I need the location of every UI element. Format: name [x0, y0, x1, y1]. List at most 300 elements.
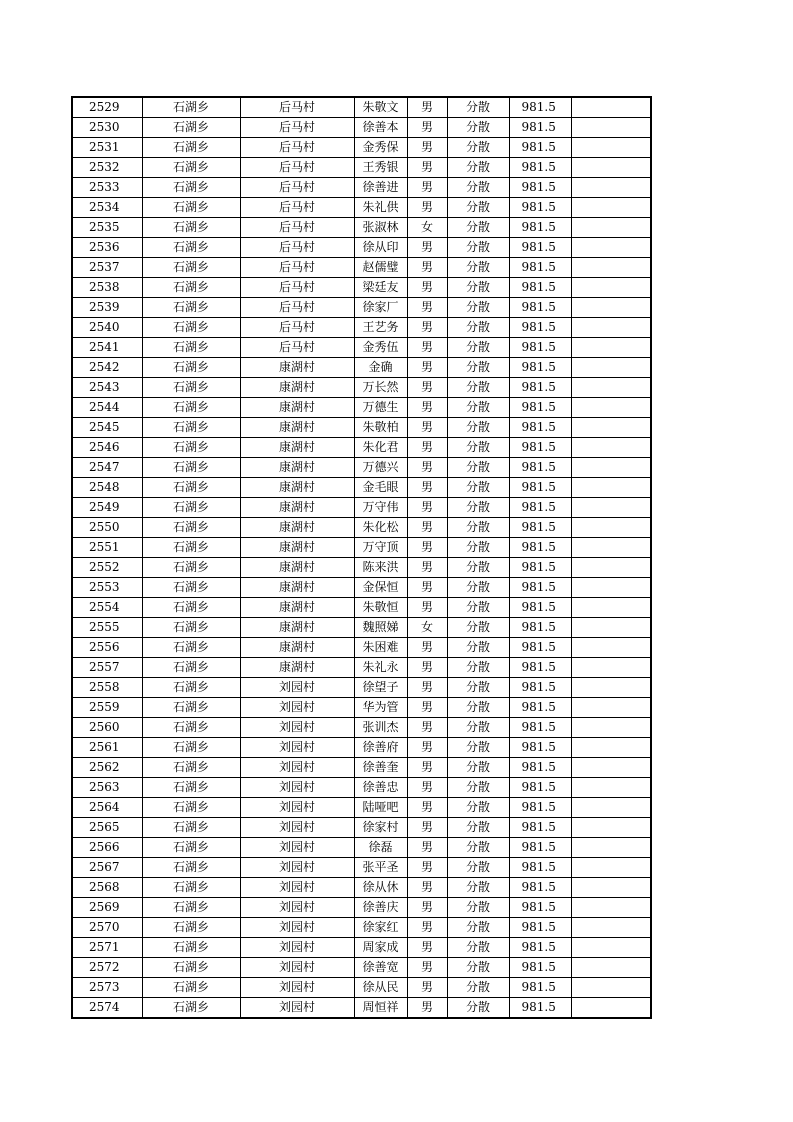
cell-type: 分散: [447, 278, 509, 298]
cell-village: 刘园村: [240, 818, 354, 838]
cell-amount: 981.5: [509, 918, 571, 938]
table-row: [72, 238, 651, 258]
cell-village: 后马村: [240, 278, 354, 298]
cell-extra: [571, 978, 651, 998]
cell-amount: 981.5: [509, 178, 571, 198]
cell-name: 徐磊: [354, 838, 407, 858]
cell-id: 2565: [72, 818, 142, 838]
cell-name: 梁廷友: [354, 278, 407, 298]
cell-type: 分散: [447, 198, 509, 218]
table-row: [72, 698, 651, 718]
cell-amount: 981.5: [509, 398, 571, 418]
cell-gender: 男: [407, 798, 447, 818]
cell-type: 分散: [447, 958, 509, 978]
cell-name: 金毛眼: [354, 478, 407, 498]
cell-gender: 男: [407, 638, 447, 658]
table-row: [72, 898, 651, 918]
cell-type: 分散: [447, 438, 509, 458]
cell-extra: [571, 778, 651, 798]
cell-village: 后马村: [240, 138, 354, 158]
cell-type: 分散: [447, 358, 509, 378]
cell-amount: 981.5: [509, 798, 571, 818]
cell-extra: [571, 378, 651, 398]
cell-gender: 男: [407, 378, 447, 398]
cell-amount: 981.5: [509, 518, 571, 538]
cell-village: 后马村: [240, 198, 354, 218]
cell-township: 石湖乡: [142, 97, 240, 118]
cell-id: 2560: [72, 718, 142, 738]
cell-gender: 男: [407, 738, 447, 758]
cell-gender: 男: [407, 998, 447, 1019]
cell-name: 朱困难: [354, 638, 407, 658]
cell-extra: [571, 698, 651, 718]
cell-name: 张训杰: [354, 718, 407, 738]
cell-village: 康湖村: [240, 638, 354, 658]
cell-amount: 981.5: [509, 298, 571, 318]
table-row: [72, 938, 651, 958]
cell-type: 分散: [447, 318, 509, 338]
cell-type: 分散: [447, 938, 509, 958]
cell-gender: 男: [407, 778, 447, 798]
cell-name: 朱礼永: [354, 658, 407, 678]
cell-gender: 男: [407, 338, 447, 358]
cell-extra: [571, 538, 651, 558]
cell-village: 康湖村: [240, 538, 354, 558]
cell-extra: [571, 518, 651, 538]
cell-gender: 男: [407, 438, 447, 458]
cell-name: 徐从印: [354, 238, 407, 258]
cell-township: 石湖乡: [142, 738, 240, 758]
table-row: [72, 678, 651, 698]
cell-gender: 男: [407, 498, 447, 518]
cell-village: 后马村: [240, 338, 354, 358]
cell-type: 分散: [447, 238, 509, 258]
cell-id: 2548: [72, 478, 142, 498]
cell-id: 2562: [72, 758, 142, 778]
cell-township: 石湖乡: [142, 978, 240, 998]
cell-type: 分散: [447, 378, 509, 398]
cell-name: 徐善忠: [354, 778, 407, 798]
cell-name: 万德兴: [354, 458, 407, 478]
cell-id: 2556: [72, 638, 142, 658]
cell-type: 分散: [447, 458, 509, 478]
cell-village: 刘园村: [240, 898, 354, 918]
cell-village: 后马村: [240, 158, 354, 178]
cell-type: 分散: [447, 798, 509, 818]
cell-id: 2574: [72, 998, 142, 1019]
cell-township: 石湖乡: [142, 818, 240, 838]
cell-id: 2547: [72, 458, 142, 478]
cell-village: 康湖村: [240, 378, 354, 398]
table-row: [72, 838, 651, 858]
cell-village: 康湖村: [240, 658, 354, 678]
table-row: [72, 258, 651, 278]
cell-name: 徐从休: [354, 878, 407, 898]
cell-extra: [571, 238, 651, 258]
cell-type: 分散: [447, 118, 509, 138]
cell-extra: [571, 158, 651, 178]
cell-type: 分散: [447, 978, 509, 998]
cell-township: 石湖乡: [142, 498, 240, 518]
cell-gender: 男: [407, 198, 447, 218]
cell-extra: [571, 738, 651, 758]
cell-village: 刘园村: [240, 798, 354, 818]
cell-township: 石湖乡: [142, 178, 240, 198]
cell-gender: 男: [407, 718, 447, 738]
cell-amount: 981.5: [509, 878, 571, 898]
cell-extra: [571, 638, 651, 658]
cell-id: 2557: [72, 658, 142, 678]
cell-type: 分散: [447, 678, 509, 698]
cell-township: 石湖乡: [142, 298, 240, 318]
cell-extra: [571, 458, 651, 478]
cell-gender: 男: [407, 958, 447, 978]
cell-id: 2530: [72, 118, 142, 138]
cell-extra: [571, 718, 651, 738]
cell-amount: 981.5: [509, 278, 571, 298]
cell-village: 康湖村: [240, 418, 354, 438]
cell-extra: [571, 578, 651, 598]
cell-id: 2571: [72, 938, 142, 958]
cell-id: 2542: [72, 358, 142, 378]
cell-township: 石湖乡: [142, 398, 240, 418]
cell-gender: 男: [407, 878, 447, 898]
cell-id: 2539: [72, 298, 142, 318]
cell-village: 后马村: [240, 318, 354, 338]
cell-name: 万德生: [354, 398, 407, 418]
cell-village: 刘园村: [240, 758, 354, 778]
cell-id: 2563: [72, 778, 142, 798]
cell-village: 后马村: [240, 118, 354, 138]
cell-extra: [571, 398, 651, 418]
cell-amount: 981.5: [509, 378, 571, 398]
cell-gender: 男: [407, 898, 447, 918]
cell-township: 石湖乡: [142, 938, 240, 958]
cell-gender: 男: [407, 358, 447, 378]
cell-amount: 981.5: [509, 898, 571, 918]
cell-extra: [571, 878, 651, 898]
cell-township: 石湖乡: [142, 538, 240, 558]
cell-township: 石湖乡: [142, 138, 240, 158]
cell-township: 石湖乡: [142, 378, 240, 398]
cell-township: 石湖乡: [142, 698, 240, 718]
cell-name: 徐善宽: [354, 958, 407, 978]
cell-type: 分散: [447, 658, 509, 678]
cell-village: 康湖村: [240, 478, 354, 498]
cell-amount: 981.5: [509, 238, 571, 258]
cell-extra: [571, 998, 651, 1019]
table-row: [72, 398, 651, 418]
cell-township: 石湖乡: [142, 638, 240, 658]
cell-amount: 981.5: [509, 938, 571, 958]
cell-name: 陆哑吧: [354, 798, 407, 818]
cell-name: 金确: [354, 358, 407, 378]
cell-village: 康湖村: [240, 358, 354, 378]
table-row: [72, 158, 651, 178]
cell-gender: 男: [407, 518, 447, 538]
cell-gender: 男: [407, 398, 447, 418]
cell-gender: 男: [407, 978, 447, 998]
cell-name: 金保恒: [354, 578, 407, 598]
cell-village: 刘园村: [240, 718, 354, 738]
cell-village: 刘园村: [240, 878, 354, 898]
cell-extra: [571, 958, 651, 978]
cell-type: 分散: [447, 97, 509, 118]
cell-id: 2532: [72, 158, 142, 178]
cell-id: 2534: [72, 198, 142, 218]
cell-amount: 981.5: [509, 138, 571, 158]
table-row: [72, 498, 651, 518]
cell-village: 刘园村: [240, 938, 354, 958]
cell-township: 石湖乡: [142, 198, 240, 218]
cell-amount: 981.5: [509, 738, 571, 758]
cell-amount: 981.5: [509, 258, 571, 278]
cell-id: 2566: [72, 838, 142, 858]
cell-type: 分散: [447, 558, 509, 578]
cell-village: 刘园村: [240, 858, 354, 878]
cell-amount: 981.5: [509, 618, 571, 638]
cell-name: 金秀保: [354, 138, 407, 158]
cell-township: 石湖乡: [142, 678, 240, 698]
cell-id: 2529: [72, 97, 142, 118]
cell-type: 分散: [447, 478, 509, 498]
cell-township: 石湖乡: [142, 458, 240, 478]
table-row: [72, 738, 651, 758]
cell-township: 石湖乡: [142, 418, 240, 438]
cell-amount: 981.5: [509, 998, 571, 1019]
cell-name: 陈来洪: [354, 558, 407, 578]
table-row: [72, 618, 651, 638]
cell-name: 徐善府: [354, 738, 407, 758]
cell-name: 朱礼供: [354, 198, 407, 218]
cell-extra: [571, 898, 651, 918]
cell-village: 刘园村: [240, 978, 354, 998]
table-row: [72, 218, 651, 238]
cell-name: 万守顶: [354, 538, 407, 558]
cell-village: 刘园村: [240, 738, 354, 758]
cell-id: 2552: [72, 558, 142, 578]
cell-type: 分散: [447, 718, 509, 738]
cell-extra: [571, 418, 651, 438]
cell-township: 石湖乡: [142, 658, 240, 678]
cell-type: 分散: [447, 818, 509, 838]
cell-township: 石湖乡: [142, 438, 240, 458]
cell-extra: [571, 258, 651, 278]
cell-name: 徐家厂: [354, 298, 407, 318]
cell-village: 康湖村: [240, 578, 354, 598]
cell-gender: 男: [407, 838, 447, 858]
cell-gender: 男: [407, 278, 447, 298]
cell-type: 分散: [447, 838, 509, 858]
cell-id: 2553: [72, 578, 142, 598]
table-row: [72, 478, 651, 498]
cell-extra: [571, 198, 651, 218]
cell-extra: [571, 918, 651, 938]
cell-village: 刘园村: [240, 998, 354, 1019]
cell-amount: 981.5: [509, 718, 571, 738]
cell-type: 分散: [447, 298, 509, 318]
cell-gender: 男: [407, 578, 447, 598]
cell-village: 后马村: [240, 218, 354, 238]
cell-type: 分散: [447, 738, 509, 758]
cell-id: 2558: [72, 678, 142, 698]
cell-extra: [571, 338, 651, 358]
cell-type: 分散: [447, 998, 509, 1019]
cell-amount: 981.5: [509, 358, 571, 378]
cell-id: 2531: [72, 138, 142, 158]
cell-village: 康湖村: [240, 458, 354, 478]
cell-extra: [571, 138, 651, 158]
cell-township: 石湖乡: [142, 898, 240, 918]
cell-village: 康湖村: [240, 398, 354, 418]
cell-amount: 981.5: [509, 318, 571, 338]
cell-type: 分散: [447, 698, 509, 718]
cell-township: 石湖乡: [142, 278, 240, 298]
cell-amount: 981.5: [509, 558, 571, 578]
cell-id: 2546: [72, 438, 142, 458]
table-row: [72, 518, 651, 538]
cell-extra: [571, 298, 651, 318]
cell-township: 石湖乡: [142, 238, 240, 258]
cell-township: 石湖乡: [142, 918, 240, 938]
cell-extra: [571, 498, 651, 518]
table-row: [72, 118, 651, 138]
cell-type: 分散: [447, 498, 509, 518]
cell-id: 2569: [72, 898, 142, 918]
cell-type: 分散: [447, 578, 509, 598]
cell-extra: [571, 118, 651, 138]
cell-village: 康湖村: [240, 598, 354, 618]
table-row: [72, 458, 651, 478]
cell-amount: 981.5: [509, 97, 571, 118]
cell-id: 2538: [72, 278, 142, 298]
cell-type: 分散: [447, 178, 509, 198]
cell-village: 刘园村: [240, 838, 354, 858]
table-row: [72, 598, 651, 618]
cell-name: 徐善庆: [354, 898, 407, 918]
cell-township: 石湖乡: [142, 778, 240, 798]
cell-village: 刘园村: [240, 778, 354, 798]
cell-name: 周家成: [354, 938, 407, 958]
cell-township: 石湖乡: [142, 118, 240, 138]
cell-type: 分散: [447, 898, 509, 918]
cell-type: 分散: [447, 618, 509, 638]
table-row: [72, 998, 651, 1019]
cell-township: 石湖乡: [142, 158, 240, 178]
cell-gender: 男: [407, 558, 447, 578]
cell-type: 分散: [447, 218, 509, 238]
cell-name: 徐善进: [354, 178, 407, 198]
cell-gender: 男: [407, 298, 447, 318]
cell-name: 张平圣: [354, 858, 407, 878]
cell-amount: 981.5: [509, 118, 571, 138]
table-body: [72, 97, 651, 1018]
cell-township: 石湖乡: [142, 998, 240, 1019]
cell-id: 2537: [72, 258, 142, 278]
cell-type: 分散: [447, 758, 509, 778]
cell-amount: 981.5: [509, 158, 571, 178]
cell-gender: 男: [407, 238, 447, 258]
cell-township: 石湖乡: [142, 358, 240, 378]
cell-name: 朱敬文: [354, 97, 407, 118]
table-row: [72, 298, 651, 318]
cell-id: 2533: [72, 178, 142, 198]
cell-type: 分散: [447, 538, 509, 558]
cell-id: 2536: [72, 238, 142, 258]
cell-amount: 981.5: [509, 818, 571, 838]
cell-township: 石湖乡: [142, 758, 240, 778]
cell-amount: 981.5: [509, 858, 571, 878]
cell-extra: [571, 358, 651, 378]
cell-id: 2551: [72, 538, 142, 558]
table-row: [72, 97, 651, 118]
cell-township: 石湖乡: [142, 798, 240, 818]
cell-type: 分散: [447, 258, 509, 278]
cell-id: 2541: [72, 338, 142, 358]
cell-name: 魏照娣: [354, 618, 407, 638]
cell-extra: [571, 97, 651, 118]
table-row: [72, 138, 651, 158]
cell-amount: 981.5: [509, 698, 571, 718]
cell-name: 徐家红: [354, 918, 407, 938]
cell-amount: 981.5: [509, 458, 571, 478]
cell-id: 2567: [72, 858, 142, 878]
cell-amount: 981.5: [509, 438, 571, 458]
cell-name: 金秀伍: [354, 338, 407, 358]
cell-id: 2568: [72, 878, 142, 898]
cell-name: 徐家村: [354, 818, 407, 838]
table-row: [72, 438, 651, 458]
cell-type: 分散: [447, 518, 509, 538]
cell-gender: 男: [407, 478, 447, 498]
cell-name: 周恒祥: [354, 998, 407, 1019]
cell-type: 分散: [447, 418, 509, 438]
cell-amount: 981.5: [509, 638, 571, 658]
cell-id: 2549: [72, 498, 142, 518]
cell-amount: 981.5: [509, 678, 571, 698]
cell-township: 石湖乡: [142, 558, 240, 578]
cell-extra: [571, 838, 651, 858]
table-row: [72, 858, 651, 878]
cell-extra: [571, 798, 651, 818]
cell-township: 石湖乡: [142, 718, 240, 738]
cell-extra: [571, 818, 651, 838]
table-row: [72, 818, 651, 838]
cell-extra: [571, 758, 651, 778]
table-row: [72, 958, 651, 978]
table-row: [72, 338, 651, 358]
table-row: [72, 358, 651, 378]
cell-name: 徐从民: [354, 978, 407, 998]
table-row: [72, 778, 651, 798]
cell-type: 分散: [447, 638, 509, 658]
cell-gender: 男: [407, 938, 447, 958]
cell-extra: [571, 658, 651, 678]
cell-gender: 女: [407, 618, 447, 638]
cell-extra: [571, 598, 651, 618]
cell-type: 分散: [447, 158, 509, 178]
cell-village: 后马村: [240, 178, 354, 198]
cell-amount: 981.5: [509, 418, 571, 438]
cell-amount: 981.5: [509, 778, 571, 798]
cell-extra: [571, 318, 651, 338]
cell-id: 2573: [72, 978, 142, 998]
cell-type: 分散: [447, 878, 509, 898]
cell-gender: 男: [407, 318, 447, 338]
cell-extra: [571, 478, 651, 498]
cell-gender: 男: [407, 138, 447, 158]
table-row: [72, 578, 651, 598]
